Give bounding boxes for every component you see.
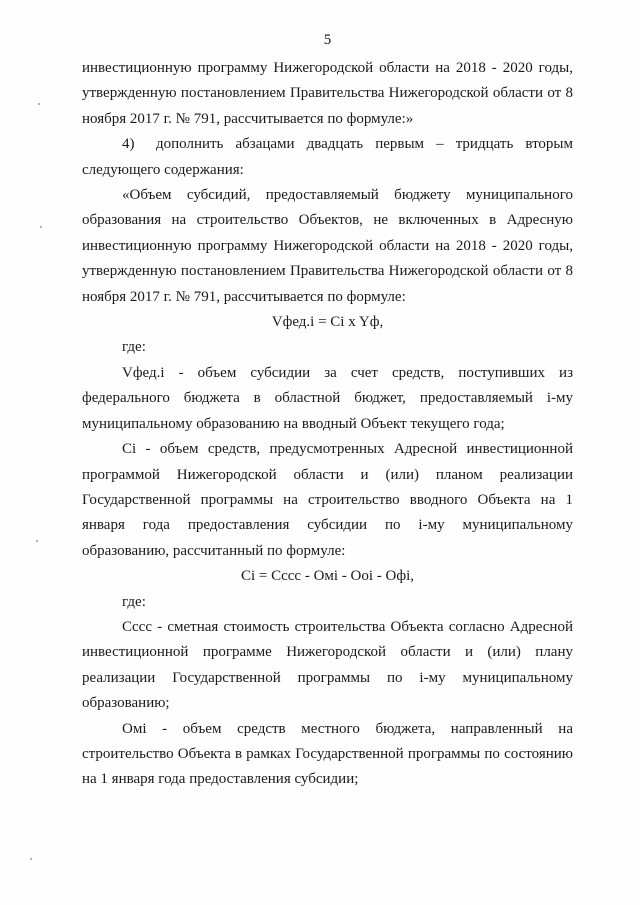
paragraph-ci-definition: Ci - объем средств, предусмотренных Адресной инвестиционной программой Нижегородской области и (или) планом реализации Государственной программы на строительство вводного Объекта на 1 января года предоставления субсидии по i-му муниципальному образованию, рассчитанный по формуле:	[82, 441, 573, 559]
where-label: где:	[122, 339, 146, 356]
paragraph-quote-start: «Объем субсидий, предоставляемый бюджету муниципального образования на строительство Объектов, не включенных в Адресную инвестиционную программу Нижегородской области на 2018 - 2020 годы, утвержденную постановлением Правительства Нижегородской области от 8 ноября 2017 г. № 791, рассчитывается по формуле:	[82, 187, 573, 305]
paragraph-vfed-definition: Vфед.i - объем субсидии за счет средств, поступивших из федерального бюджета в областной бюджет, предоставляемый i-му муниципальному образованию на вводный Объект текущего года;	[82, 364, 573, 432]
paragraph-omi-definition: Омi - объем средств местного бюджета, направленный на строительство Объекта в рамках Государственной программы по состоянию на 1 января года предоставления субсидии;	[82, 720, 573, 788]
paragraph-cccc-definition: Cccc - сметная стоимость строительства Объекта согласно Адресной инвестиционной программе Нижегородской области и (или) плану реализации Государственной программы по i-му муниципальному образованию;	[82, 618, 573, 712]
scan-speck	[30, 858, 32, 860]
where-label: где:	[122, 593, 146, 610]
formula-vfed: Vфед.i = Ci x Yф,	[271, 314, 384, 331]
paragraph-continuation: инвестиционную программу Нижегородской области на 2018 - 2020 годы, утвержденную постановлением Правительства Нижегородской области от 8 ноября 2017 г. № 791, рассчитывается по формуле:»	[82, 60, 573, 127]
page-number: 5	[323, 32, 332, 48]
scan-speck	[38, 103, 40, 105]
list-item-text: дополнить абзацами двадцать первым – тридцать вторым следующего содержания:	[82, 136, 573, 178]
formula-ci: Ci = Cccc - Омi - Ooi - Офi,	[240, 568, 415, 585]
scan-speck	[36, 540, 38, 542]
scan-speck	[40, 226, 42, 228]
list-item-4	[82, 132, 573, 183]
list-marker: 4)	[122, 136, 135, 153]
